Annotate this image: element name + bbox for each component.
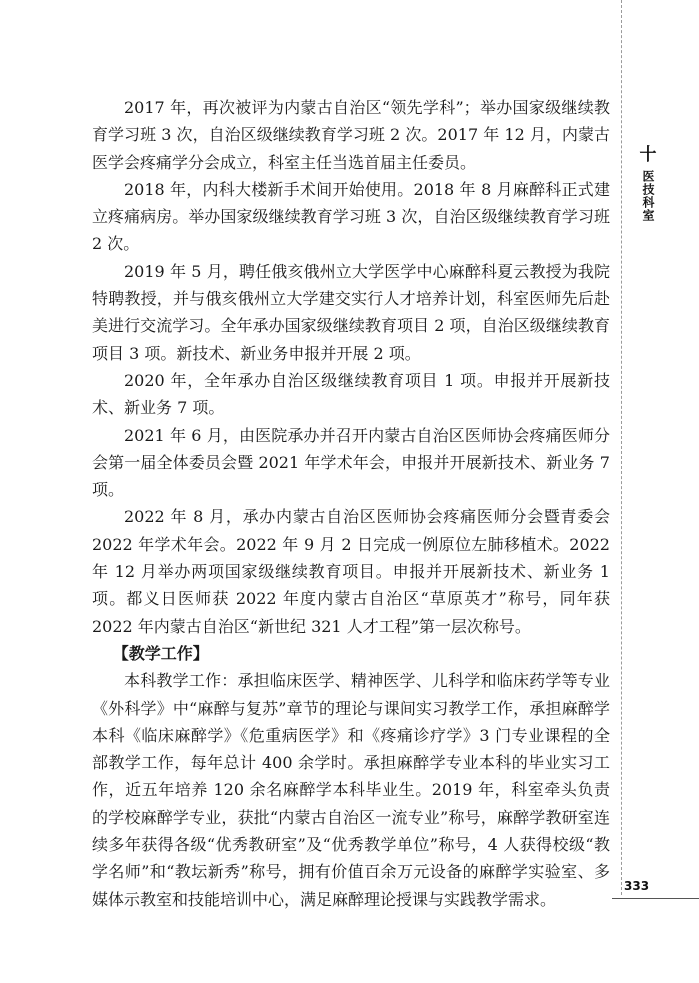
chapter-number: 十 [639, 145, 657, 165]
page-number: 333 [624, 879, 650, 893]
chapter-title: 医技科室 [641, 170, 655, 222]
paragraph-2022: 2022 年 8 月，承办内蒙古自治区医师协会疼痛医师分会暨青委会 2022 年学术年会。2022 年 9 月 2 日完成一例原位左肺移植术。2022 年 12 月举办两项国家级继续教育项目。申报并开展新技术、新业务 1 项。都义日医师获 2022 年度内蒙古自治区“草原英才”称号，同年获 2022 年内蒙古自治区“新世纪 321 人才工程”第一层次称号。 [92, 507, 610, 636]
margin-dashed-rule [621, 0, 622, 895]
paragraph-2017: 2017 年，再次被评为内蒙古自治区“领先学科”；举办国家级继续教育学习班 3 次，自治区级继续教育学习班 2 次。2017 年 12 月，内蒙古医学会疼痛学分会成立，科室主任当选首届主任委员。 [92, 98, 610, 172]
paragraph-2018: 2018 年，内科大楼新手术间开始使用。2018 年 8 月麻醉科正式建立疼痛病房。举办国家级继续教育学习班 3 次，自治区级继续教育学习班 2 次。 [92, 179, 610, 254]
section-heading-teaching: 【教学工作】 [112, 643, 209, 663]
paragraph-2020: 2020 年，全年承办自治区级继续教育项目 1 项。申报并开展新技术、新业务 7 项。 [92, 370, 610, 418]
paragraph-2021: 2021 年 6 月，由医院承办并召开内蒙古自治区医师协会疼痛医师分会第一届全体委员会暨 2021 年学术年会，申报并开展新技术、新业务 7 项。 [92, 425, 610, 500]
paragraph-2019: 2019 年 5 月，聘任俄亥俄州立大学医学中心麻醉科夏云教授为我院特聘教授，并与俄亥俄州立大学建交实行人才培养计划，科室医师先后赴美进行交流学习。全年承办国家级继续教育项目 2 项，自治区级继续教育项目 3 项。新技术、新业务申报并开展 2 项。 [92, 261, 610, 363]
footer-rule [612, 898, 699, 899]
paragraph-teaching: 本科教学工作：承担临床医学、精神医学、儿科学和临床药学等专业《外科学》中“麻醉与复苏”章节的理论与课间实习教学工作，承担麻醉学本科《临床麻醉学》《危重病医学》和《疼痛诊疗学》3 门专业课程的全部教学工作，每年总计 400 余学时。承担麻醉学专业本科的毕业实习工作，近五年培养 120 余名麻醉学本科毕业生。2019 年，科室牵头负责的学校麻醉学专业，获批“内蒙古自治区一流专业”称号，麻醉学教研室连续多年获得各级“优秀教研室”及“优秀教学单位”称号，4 人获得校级“教学名师”和“教坛新秀”称号，拥有价值百余万元设备的麻醉学实验室、多媒体示教室和技能培训中心，满足麻醉理论授课与实践教学需求。 [92, 671, 610, 909]
page-body [92, 94, 610, 913]
chapter-side-tab [637, 144, 659, 222]
